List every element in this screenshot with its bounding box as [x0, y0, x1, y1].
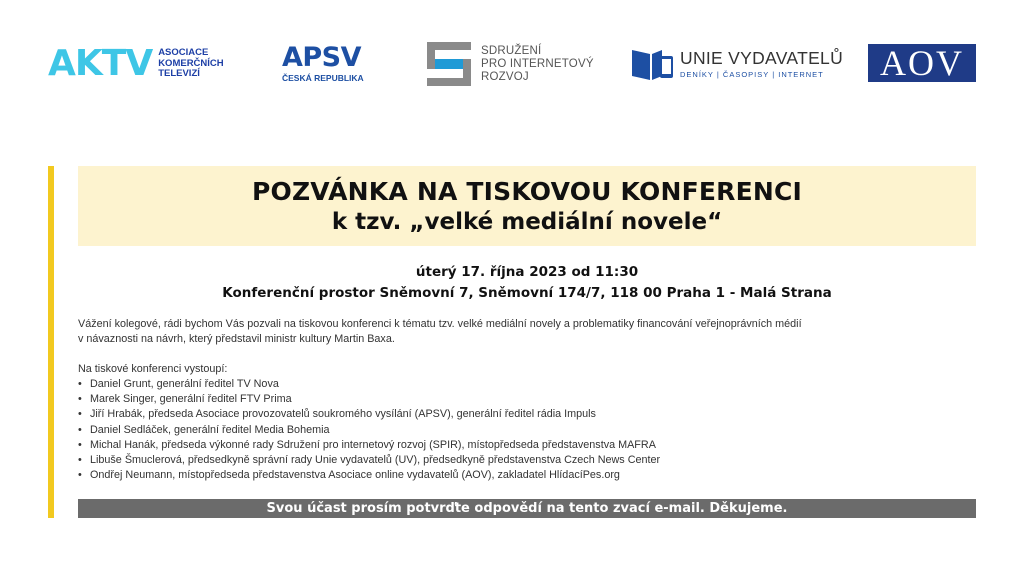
logo-row [0, 0, 1024, 120]
speaker-item: • Marek Singer, generální ředitel FTV Prima [78, 392, 660, 407]
aov-logo-mark: AOV [880, 43, 964, 83]
book-tablet-icon [630, 46, 674, 82]
intro-line: v návaznosti na návrh, který představil ministr kultury Martin Baxa. [78, 333, 395, 345]
aktv-logo [48, 43, 238, 84]
spir-logo [427, 42, 601, 86]
aktv-logo-mark: AKTV [48, 43, 153, 84]
speakers-list [78, 377, 660, 483]
spir-logo-line: PRO INTERNETOVÝ [481, 57, 594, 70]
uv-logo-text [680, 48, 843, 80]
speaker-item: • Libuše Šmuclerová, předsedkyně správní rady Unie vydavatelů (UV), předsedkyně představenstva Czech News Center [78, 453, 660, 468]
spir-logo-icon [427, 42, 471, 86]
event-venue: Konferenční prostor Sněmovní 7, Sněmovní 174/7, 118 00 Praha 1 - Malá Strana [222, 285, 832, 301]
speaker-item: • Jiří Hrabák, předseda Asociace provozovatelů soukromého vysílání (APSV), generální ředitel rádia Impuls [78, 407, 660, 422]
uv-logo-title: UNIE VYDAVATELŮ [680, 48, 844, 68]
event-date: úterý 17. října 2023 od 11:30 [415, 264, 639, 280]
spir-logo-line: ROZVOJ [481, 70, 529, 83]
rsvp-banner: Svou účast prosím potvrďte odpovědí na tento zvací e-mail. Děkujeme. [78, 499, 976, 518]
intro-line: Vážení kolegové, rádi bychom Vás pozvali na tiskovou konferenci k tématu tzv. velké mediální novely a problematiky financování veřejnoprávních médií [78, 318, 802, 330]
spir-logo-line: SDRUŽENÍ [481, 44, 542, 57]
speakers-lead: Na tiskové konferenci vystoupí: [78, 363, 228, 375]
apsv-logo-subtitle: ČESKÁ REPUBLIKA [282, 73, 364, 83]
apsv-logo-mark: APSV [282, 42, 362, 73]
aktv-logo-line: KOMERČNÍCH [158, 57, 224, 69]
aktv-logo-line: ASOCIACE [158, 47, 209, 59]
aktv-logo-text [158, 48, 238, 80]
intro-paragraph [78, 317, 918, 347]
apsv-logo [282, 44, 364, 83]
aov-logo [868, 44, 976, 82]
invitation-title: POZVÁNKA NA TISKOVOU KONFERENCI [251, 177, 803, 206]
uv-logo [630, 46, 843, 82]
speaker-item: • Ondřej Neumann, místopředseda představenstva Asociace online vydavatelů (AOV), zakladatel HlídacíPes.org [78, 468, 660, 483]
speaker-item: • Michal Hanák, předseda výkonné rady Sdružení pro internetový rozvoj (SPIR), místopředseda představenstva MAFRA [78, 438, 660, 453]
speaker-item: • Daniel Sedláček, generální ředitel Media Bohemia [78, 423, 660, 438]
aktv-logo-line: TELEVIZÍ [158, 68, 200, 80]
uv-logo-subtitle: DENÍKY | ČASOPISY | INTERNET [680, 70, 824, 79]
invitation-subtitle: k tzv. „velké mediální novele“ [331, 209, 723, 235]
spir-logo-text [481, 45, 601, 84]
speaker-item: • Daniel Grunt, generální ředitel TV Nova [78, 377, 660, 392]
title-box [78, 166, 976, 246]
accent-bar [48, 166, 54, 518]
